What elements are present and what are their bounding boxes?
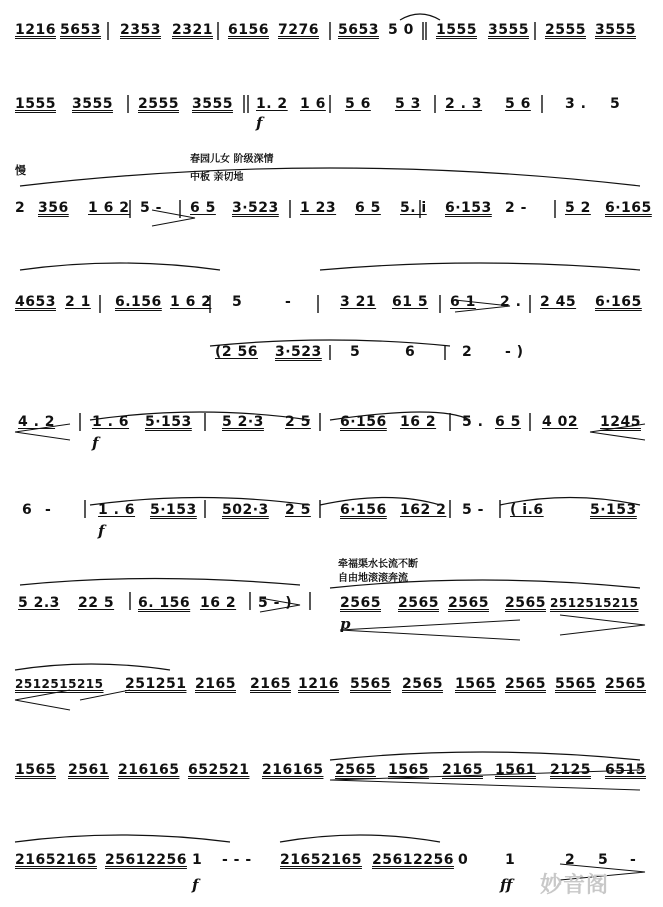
note-group: - ): [505, 344, 524, 360]
note-group: 2165: [442, 762, 483, 778]
note-group: 16 2: [400, 414, 437, 430]
note-group: 1565: [15, 762, 56, 778]
note-group: 2 . 3: [445, 96, 483, 112]
note-group: 1565: [388, 762, 429, 778]
note-group: ( i.6: [510, 502, 544, 518]
note-group: 251251: [125, 676, 187, 692]
note-group: 5653: [60, 22, 101, 38]
note-group: 2321: [172, 22, 213, 38]
note-group: 2565: [505, 676, 546, 692]
note-group: 2 -: [505, 200, 527, 216]
note-group: 2561: [68, 762, 109, 778]
note-group: 1 . 6: [98, 502, 136, 518]
note-group: 5·153: [145, 414, 192, 430]
section-subtitle: 春园儿女 阶级深情: [190, 154, 274, 165]
note-group: -: [285, 294, 292, 310]
note-group: 3·523: [275, 344, 322, 360]
system-1: [0, 18, 663, 58]
dynamic-mark: f: [98, 522, 105, 540]
note-group: 3555: [192, 96, 233, 112]
note-group: 5. i: [400, 200, 427, 216]
note-group: 2565: [402, 676, 443, 692]
note-group: 4 . 2: [18, 414, 56, 430]
note-group: 5·153: [590, 502, 637, 518]
note-group: 5: [232, 294, 243, 310]
note-group: 1216: [298, 676, 339, 692]
note-group: 2 5: [285, 502, 311, 518]
system-11: [0, 848, 663, 903]
note-group: 1 6 2: [88, 200, 130, 216]
note-group: 0: [458, 852, 469, 868]
system-3: [0, 150, 663, 230]
note-group: 2565: [448, 595, 489, 611]
note-group: 5653: [338, 22, 379, 38]
system-2: [0, 92, 663, 132]
note-group: 3 .: [565, 96, 587, 112]
note-group: 2165: [250, 676, 291, 692]
note-group: 6 5: [355, 200, 381, 216]
note-group: 6.156: [115, 294, 162, 310]
note-group: 3555: [595, 22, 636, 38]
note-group: 1561: [495, 762, 536, 778]
note-group: 216165: [262, 762, 324, 778]
note-group: 5 2.3: [18, 595, 60, 611]
section-lyric-line-1: 牵福渠水长流不断: [338, 559, 418, 570]
note-group: 2565: [335, 762, 376, 778]
note-group: 2512515215: [550, 596, 639, 610]
note-group: 502·3: [222, 502, 269, 518]
note-group: 652521: [188, 762, 250, 778]
dynamic-mark: f: [192, 876, 199, 894]
note-group: 1: [192, 852, 203, 868]
note-group: 6: [405, 344, 416, 360]
system-6: [0, 408, 663, 458]
note-group: 25612256: [372, 852, 454, 868]
note-group: - - -: [222, 852, 252, 868]
note-group: 1 23: [300, 200, 337, 216]
note-group: 5: [610, 96, 621, 112]
note-group: 1 . 6: [92, 414, 130, 430]
note-group: 3 21: [340, 294, 377, 310]
note-group: 5 .: [462, 414, 484, 430]
note-group: 162 2: [400, 502, 447, 518]
note-group: 6·165: [605, 200, 652, 216]
note-group: 6·165: [595, 294, 642, 310]
note-group: -: [630, 852, 637, 868]
note-group: 5 -: [462, 502, 484, 518]
note-group: 5 6: [345, 96, 371, 112]
note-group: 1555: [15, 96, 56, 112]
note-group: 21652165: [280, 852, 362, 868]
system-8: [0, 555, 663, 635]
note-group: -: [45, 502, 52, 518]
note-group: 1555: [436, 22, 477, 38]
note-group: 2: [565, 852, 576, 868]
note-group: 6 1: [450, 294, 476, 310]
note-group: 2: [462, 344, 473, 360]
note-group: 3·523: [232, 200, 279, 216]
note-group: 356: [38, 200, 69, 216]
tempo-mark: 慢: [15, 164, 26, 177]
note-group: 2: [15, 200, 26, 216]
note-group: 6515: [605, 762, 646, 778]
note-group: 1565: [455, 676, 496, 692]
note-group: 7276: [278, 22, 319, 38]
note-group: 2 .: [500, 294, 522, 310]
note-group: 6156: [228, 22, 269, 38]
system-10: [0, 758, 663, 798]
dynamic-mark: f: [92, 434, 99, 452]
note-group: 4 02: [542, 414, 579, 430]
note-group: 6·156: [340, 502, 387, 518]
note-group: 5 -: [140, 200, 162, 216]
note-group: 5 3: [395, 96, 421, 112]
note-group: 3555: [72, 96, 113, 112]
note-group: 61 5: [392, 294, 429, 310]
note-group: 6 5: [495, 414, 521, 430]
note-group: 2 45: [540, 294, 577, 310]
note-group: 1245: [600, 414, 641, 430]
system-5: [0, 342, 663, 366]
dynamic-mark: f: [256, 114, 263, 132]
note-group: (2 56: [215, 344, 258, 360]
note-group: 1 6: [300, 96, 326, 112]
note-group: 2 5: [285, 414, 311, 430]
note-group: 5: [350, 344, 361, 360]
note-group: 5 6: [505, 96, 531, 112]
note-group: 5 - ): [258, 595, 293, 611]
note-group: 25612256: [105, 852, 187, 868]
note-group: 216165: [118, 762, 180, 778]
note-group: 5 0: [388, 22, 414, 38]
note-group: 2512515215: [15, 677, 104, 691]
note-group: 2125: [550, 762, 591, 778]
note-group: 2565: [505, 595, 546, 611]
note-group: 1216: [15, 22, 56, 38]
tempo-indication: 中板 亲切地: [190, 172, 244, 183]
section-lyric-line-2: 自由地滚滚奔流: [338, 573, 408, 584]
note-group: 2565: [398, 595, 439, 611]
note-group: 2565: [605, 676, 646, 692]
note-group: 2165: [195, 676, 236, 692]
note-group: 2555: [138, 96, 179, 112]
note-group: 2 1: [65, 294, 91, 310]
note-group: 5·153: [150, 502, 197, 518]
note-group: 2555: [545, 22, 586, 38]
note-group: 21652165: [15, 852, 97, 868]
note-group: 6·153: [445, 200, 492, 216]
note-group: 4653: [15, 294, 56, 310]
note-group: 1 6 2: [170, 294, 212, 310]
note-group: 6·156: [340, 414, 387, 430]
note-group: 5: [598, 852, 609, 868]
note-group: 6: [22, 502, 33, 518]
note-group: 1: [505, 852, 516, 868]
dynamic-mark: ff: [500, 876, 513, 894]
note-group: 5565: [350, 676, 391, 692]
dynamic-mark: p: [340, 615, 351, 633]
note-group: 22 5: [78, 595, 115, 611]
note-group: 6. 156: [138, 595, 191, 611]
note-group: 2353: [120, 22, 161, 38]
note-group: 5565: [555, 676, 596, 692]
note-group: 2565: [340, 595, 381, 611]
note-group: 5 2·3: [222, 414, 264, 430]
system-9: [0, 672, 663, 712]
system-4: [0, 290, 663, 330]
note-group: 1. 2: [256, 96, 288, 112]
watermark-logo: 妙音阁: [540, 873, 610, 898]
note-group: 6 5: [190, 200, 216, 216]
note-group: 16 2: [200, 595, 237, 611]
note-group: 3555: [488, 22, 529, 38]
system-7: [0, 496, 663, 546]
note-group: 5 2: [565, 200, 591, 216]
